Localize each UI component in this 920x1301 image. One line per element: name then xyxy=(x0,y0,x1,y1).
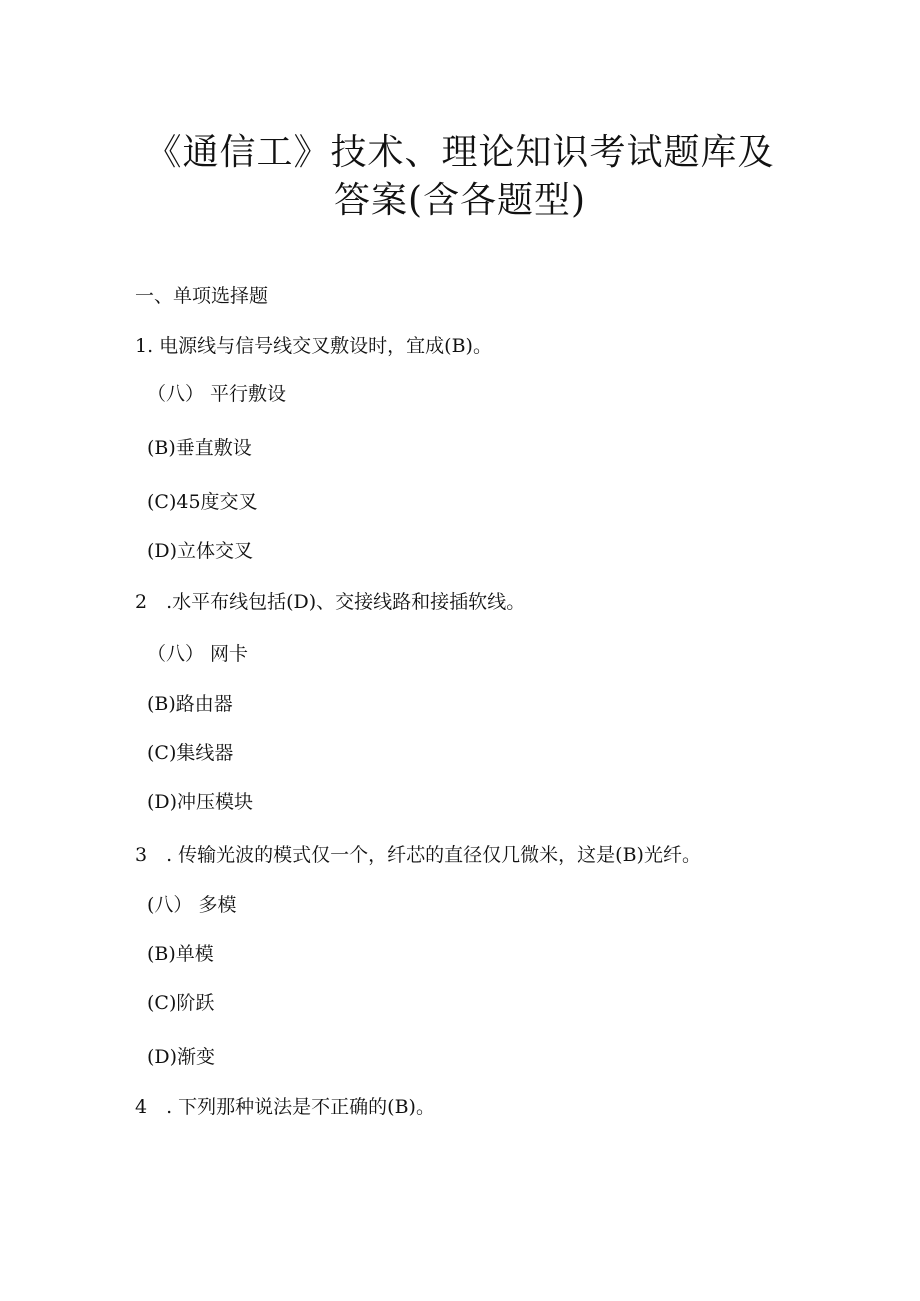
section-heading: 一、单项选择题 xyxy=(135,285,269,307)
document-title-line-2: 答案(含各题型) xyxy=(333,180,587,221)
question-3-option-b: (B)单模 xyxy=(147,943,214,965)
question-3-stem: 3 . 传输光波的模式仅一个，纤芯的直径仅几微米，这是(B)光纤。 xyxy=(135,844,701,866)
question-2-option-a: （八） 网卡 xyxy=(147,643,249,665)
question-3-option-d: (D)渐变 xyxy=(147,1046,216,1068)
question-1-option-d: (D)立体交叉 xyxy=(147,540,254,562)
question-2-option-d: (D)冲压模块 xyxy=(147,791,254,813)
question-2-option-c: (C)集线器 xyxy=(147,742,234,764)
question-1-stem: 1. 电源线与信号线交叉敷设时，宜成(B)。 xyxy=(135,335,492,357)
question-3-option-c: (C)阶跃 xyxy=(147,992,215,1014)
question-2-option-b: (B)路由器 xyxy=(147,693,233,715)
question-4-stem: 4 . 下列那种说法是不正确的(B)。 xyxy=(135,1096,435,1118)
document-title-line-1: 《通信工》技术、理论知识考试题库及 xyxy=(145,132,775,173)
question-1-option-b: (B)垂直敷设 xyxy=(147,437,252,459)
question-1-option-c: (C)45度交叉 xyxy=(147,491,258,513)
question-1-option-a: （八） 平行敷设 xyxy=(147,383,287,405)
question-2-stem: 2 .水平布线包括(D)、交接线路和接插软线。 xyxy=(135,591,526,613)
question-3-option-a: (八） 多模 xyxy=(147,894,237,916)
